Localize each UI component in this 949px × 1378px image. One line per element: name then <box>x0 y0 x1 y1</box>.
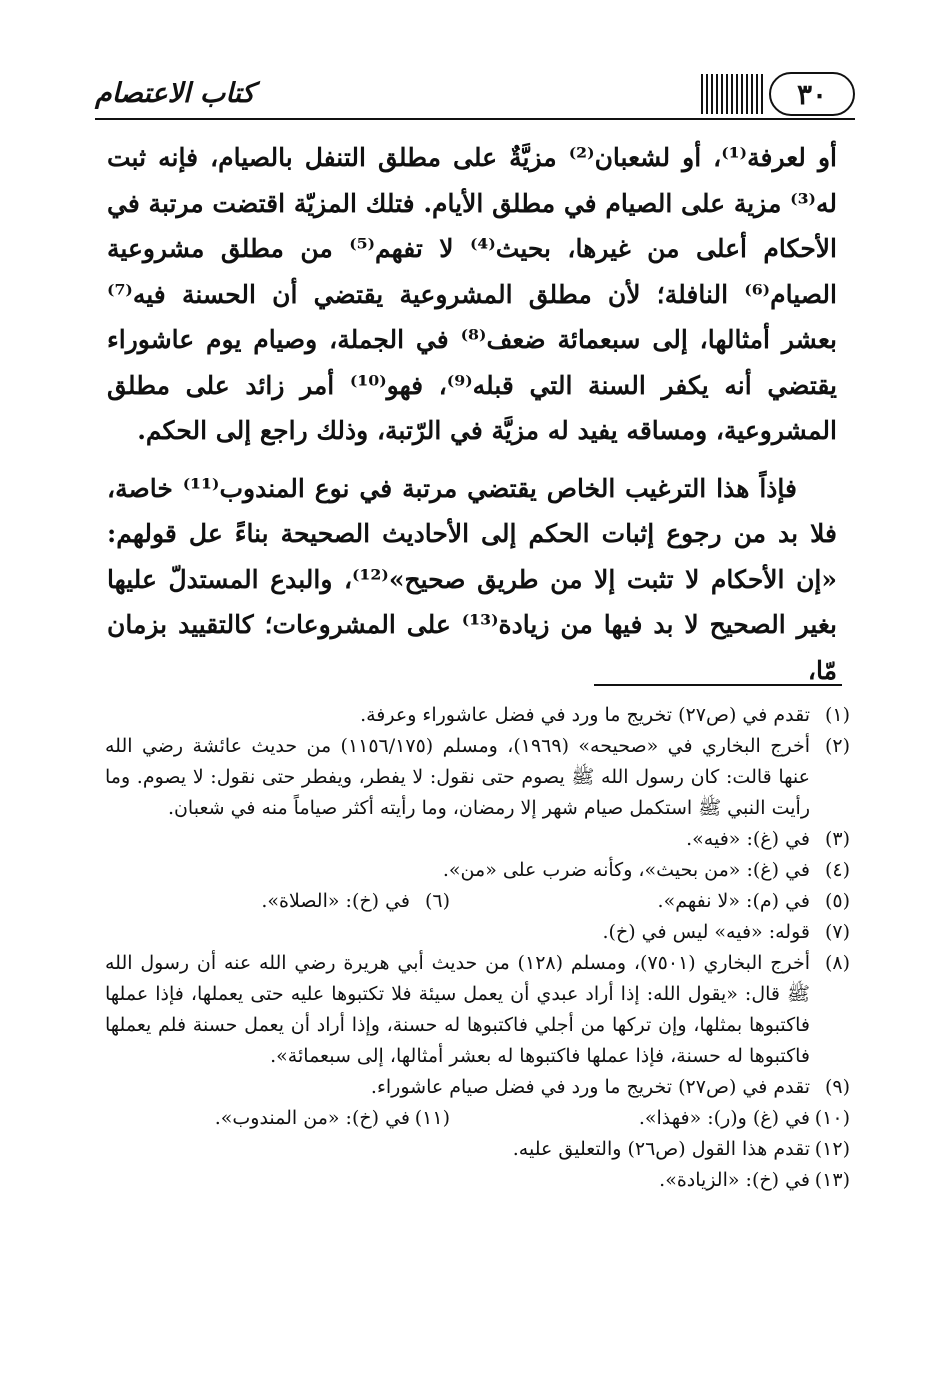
footnote <box>105 948 850 1072</box>
footnote-number: (١) <box>824 704 850 726</box>
running-title: كتاب الاعتصام <box>95 78 255 109</box>
footnotes <box>105 700 850 1196</box>
footnote <box>450 1103 850 1134</box>
footnote-number: (١٠) <box>814 1107 850 1129</box>
footnote <box>215 1103 450 1134</box>
paragraph: أو لعرفة⁽¹⁾، أو لشعبان⁽²⁾ مزيَّةٌ على مطلق التنفل بالصيام، فإنه ثبت له⁽³⁾ مزية على الصيام في مطلق الأيام. فتلك المزيّة اقتضت مرتبة في الأحكام أعلى من غيرها، بحيث⁽⁴⁾ لا تفهم⁽⁵⁾ من مطلق مشروعية الصيام⁽⁶⁾ النافلة؛ لأن مطلق المشروعية يقتضي أن الحسنة فيه⁽⁷⁾ بعشر أمثالها، إلى سبعمائة ضعف⁽⁸⁾ في الجملة، وصيام يوم عاشوراء يقتضي أنه يكفر السنة التي قبله⁽⁹⁾، فهو⁽¹⁰⁾ أمر زائد على مطلق المشروعية، ومساقه يفيد له مزيَّة في الرّتبة، وذلك راجع إلى الحكم. <box>107 143 837 445</box>
main-text <box>107 135 837 693</box>
footnote-row <box>105 886 850 917</box>
paragraph: فإذاً هذا الترغيب الخاص يقتضي مرتبة في نوع المندوب⁽¹¹⁾ خاصة، فلا بد من رجوع إثبات الحكم إلى الأحاديث الصحيحة بناءً عل قولهم: «إن الأحكام لا تثبت إلا من طريق صحيح»⁽¹²⁾، والبدع المستدلّ عليها بغير الصحيح لا بد فيها من زيادة⁽¹³⁾ على المشروعات؛ كالتقييد بزمان مّا، <box>107 473 837 685</box>
ornament-icon <box>701 74 765 114</box>
footnote-number: (٦) <box>424 890 450 912</box>
footnote-number: (٥) <box>824 890 850 912</box>
footnote-number: (٣) <box>824 828 850 850</box>
footnote-text: في (غ) و(ر): «فهذا». <box>638 1107 810 1129</box>
footnote <box>105 731 850 824</box>
footnote <box>450 886 850 917</box>
footnote <box>261 886 450 917</box>
footnote-number: (٤) <box>824 859 850 881</box>
footnote <box>105 917 850 948</box>
footnote-number: (٨) <box>824 952 850 974</box>
page-header <box>95 70 855 122</box>
footnote-text: في (خ): «الصلاة». <box>261 890 410 912</box>
footnote-text: أخرج البخاري (٧٥٠١)، ومسلم (١٢٨) من حديث أبي هريرة رضي الله عنه أن رسول الله ﷺ قال: «يقول الله: إذا أراد عبدي أن يعمل سيئة فلا تكتبوها عليه حتى يعملها، فإذا عملها فاكتبوها بمثلها، وإن تركها من أجلي فاكتبوها له حسنة، وإذا أراد أن يعمل حسنة فلم يعملها فاكتبوها له حسنة، فإذا عملها فاكتبوها له بعشر أمثالها، إلى سبعمائة». <box>105 952 811 1067</box>
footnote-text: قوله: «فيه» ليس في (خ). <box>602 921 810 943</box>
page-number: ٣٠ <box>769 72 855 116</box>
footnote-text: تقدم هذا القول (ص٢٦) والتعليق عليه. <box>512 1138 810 1160</box>
footnote-number: (١٢) <box>814 1138 850 1160</box>
footnote <box>105 700 850 731</box>
footnote <box>105 824 850 855</box>
footnote-text: في (خ): «من المندوب». <box>214 1107 410 1129</box>
footnote-number: (١٣) <box>814 1169 850 1191</box>
footnote <box>105 1072 850 1103</box>
footnote-number: (٢) <box>824 735 850 757</box>
footnote-number: (١١) <box>414 1107 450 1129</box>
header-rule <box>95 118 855 120</box>
footnote-row <box>105 1103 850 1134</box>
footnote-text: تقدم في (ص٢٧) تخريج ما ورد في فضل عاشوراء وعرفة. <box>360 704 810 726</box>
footnote-separator <box>594 684 842 686</box>
footnote-text: في (غ): «من بحيث»، وكأنه ضرب على «من». <box>442 859 810 881</box>
footnote-text: أخرج البخاري في «صحيحه» (١٩٦٩)، ومسلم (١١٥٦/١٧٥) من حديث عائشة رضي الله عنها قالت: كان رسول الله ﷺ يصوم حتى نقول: لا يفطر، ويفطر حتى نقول: لا يصوم. وما رأيت النبي ﷺ استكمل صيام شهر إلا رمضان، وما رأيته أكثر صياماً منه في شعبان. <box>105 735 811 819</box>
footnote-number: (٩) <box>824 1076 850 1098</box>
footnote <box>105 1165 850 1196</box>
footnote-text: تقدم في (ص٢٧) تخريج ما ورد في فضل صيام عاشوراء. <box>370 1076 810 1098</box>
footnote-text: في (خ): «الزيادة». <box>659 1169 810 1191</box>
footnote <box>105 855 850 886</box>
footnote-number: (٧) <box>824 921 850 943</box>
footnote-text: في (م): «لا نفهم». <box>657 890 810 912</box>
footnote <box>105 1134 850 1165</box>
footnote-text: في (غ): «فيه». <box>686 828 810 850</box>
